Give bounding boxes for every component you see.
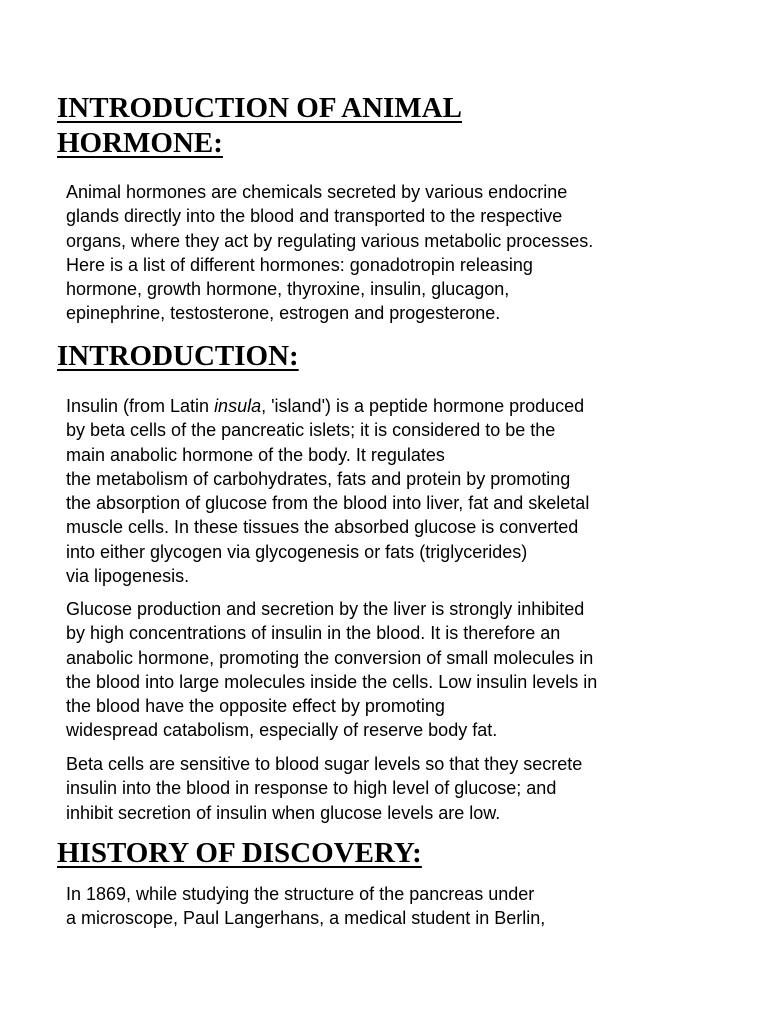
text-line: Glucose production and secretion by the liver is strongly inhibited	[66, 599, 585, 619]
text-line: anabolic hormone, promoting the conversion of small molecules in	[66, 647, 594, 668]
text-line: into either glycogen via glycogenesis or fats (triglycerides)	[66, 541, 528, 562]
text-fragment: Insulin (from Latin	[66, 396, 215, 416]
text-line: glands directly into the blood and transported to the respective	[66, 206, 563, 227]
text-line: main anabolic hormone of the body. It regulates	[66, 444, 445, 465]
heading-line: INTRODUCTION OF ANIMAL	[57, 92, 462, 124]
text-line: the metabolism of carbohydrates, fats and protein by promoting	[66, 468, 571, 489]
paragraph-animal-hormones	[66, 180, 706, 326]
heading-line: INTRODUCTION:	[57, 340, 299, 372]
paragraph-beta-cells	[66, 752, 706, 825]
text-line: insulin into the blood in response to high level of glucose; and	[66, 778, 557, 799]
text-line: a microscope, Paul Langerhans, a medical student in Berlin,	[66, 908, 546, 929]
heading-line: HORMONE:	[57, 127, 223, 159]
text-fragment: , 'island') is a peptide hormone produced	[261, 396, 585, 416]
text-line: by beta cells of the pancreatic islets; it is considered to be the	[66, 420, 556, 441]
text-line: epinephrine, testosterone, estrogen and progesterone.	[66, 303, 501, 324]
text-line: muscle cells. In these tissues the absorbed glucose is converted	[66, 517, 579, 538]
text-line: by high concentrations of insulin in the blood. It is therefore an	[66, 623, 561, 644]
heading-line: HISTORY OF DISCOVERY:	[57, 837, 422, 869]
paragraph-glucose-production	[66, 597, 706, 743]
text-line: via lipogenesis.	[66, 566, 190, 587]
text-line: inhibit secretion of insulin when glucose levels are low.	[66, 802, 501, 823]
text-line	[66, 394, 706, 418]
section-heading-animal-hormone	[57, 91, 462, 161]
text-line: organs, where they act by regulating various metabolic processes.	[66, 230, 594, 251]
text-line: hormone, growth hormone, thyroxine, insulin, glucagon,	[66, 279, 510, 300]
text-line: the blood into large molecules inside the cells. Low insulin levels in	[66, 671, 598, 692]
section-heading-introduction	[57, 339, 299, 374]
text-line: Beta cells are sensitive to blood sugar levels so that they secrete	[66, 754, 583, 774]
text-line: In 1869, while studying the structure of the pancreas under	[66, 884, 535, 904]
text-line: widespread catabolism, especially of reserve body fat.	[66, 720, 498, 741]
italic-term: insula	[214, 396, 262, 416]
text-line: Here is a list of different hormones: gonadotropin releasing	[66, 254, 533, 275]
section-heading-history	[57, 836, 422, 871]
text-line: Animal hormones are chemicals secreted by various endocrine	[66, 182, 568, 202]
paragraph-insulin-definition	[66, 394, 706, 588]
text-line: the blood have the opposite effect by promoting	[66, 696, 445, 717]
text-line: the absorption of glucose from the blood into liver, fat and skeletal	[66, 493, 590, 514]
paragraph-history	[66, 882, 706, 931]
